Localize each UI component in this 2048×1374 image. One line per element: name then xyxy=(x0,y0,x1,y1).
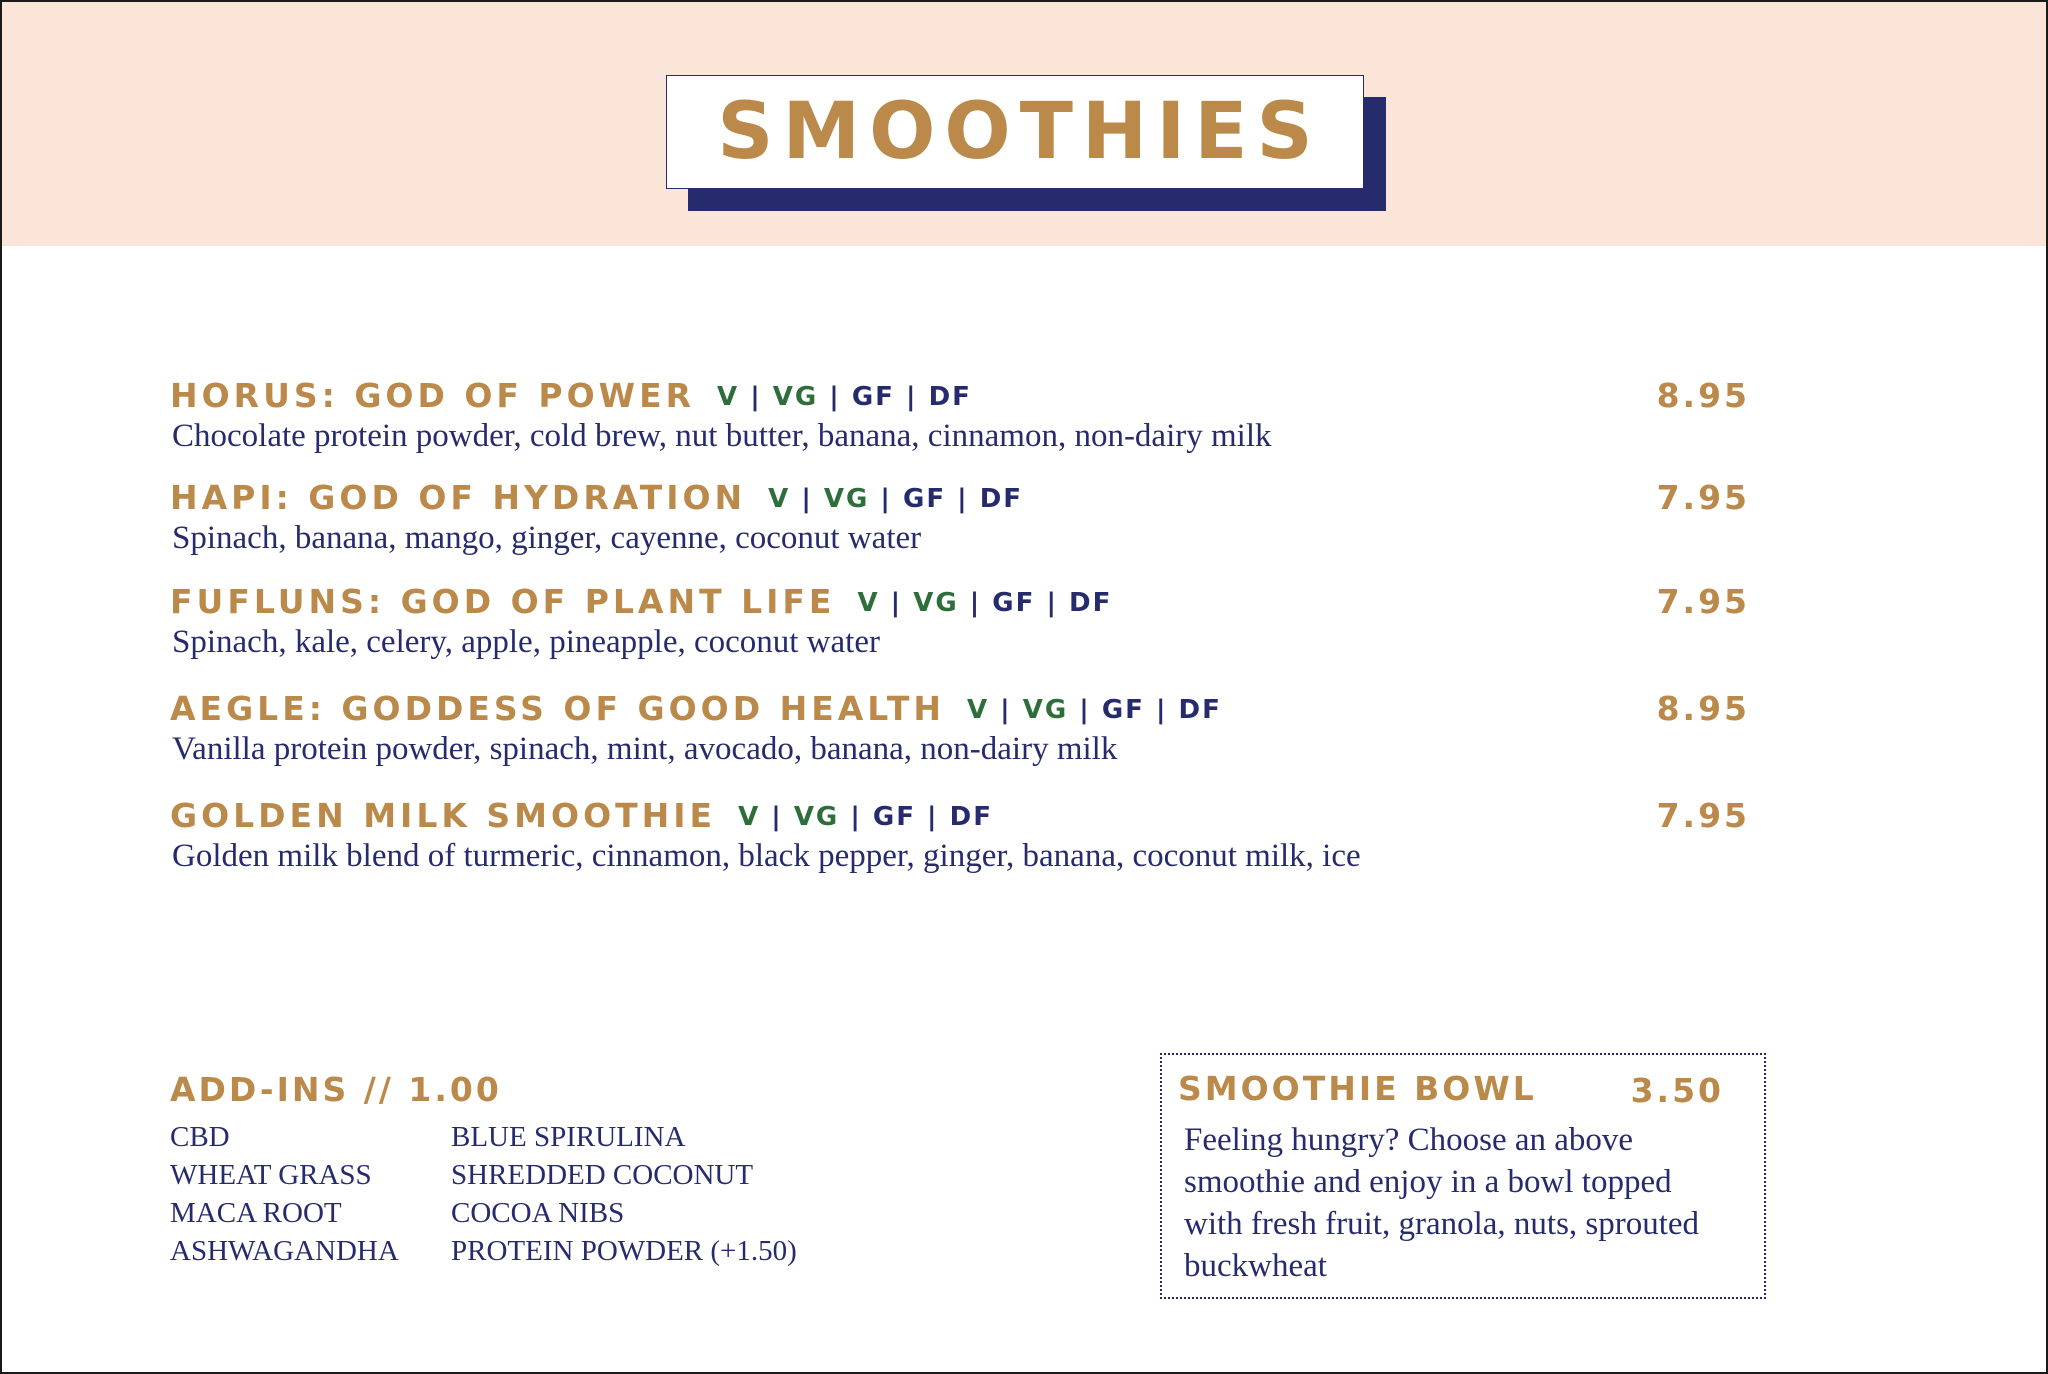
bowl-description: Feeling hungry? Choose an above smoothie and enjoy in a bowl topped with fresh fruit, granola, nuts, sprouted buckwheat xyxy=(1184,1122,1700,1284)
tag-gluten-free: GF xyxy=(851,382,895,412)
item-description: Golden milk blend of turmeric, cinnamon, black pepper, ginger, banana, coconut milk, ice xyxy=(172,838,1361,874)
tag-vegetarian: V xyxy=(857,588,880,618)
bowl-price: 3.50 xyxy=(1630,1071,1724,1110)
menu-item xyxy=(170,374,1750,474)
tag-vegetarian: V xyxy=(967,695,990,725)
item-name: GOLDEN MILK SMOOTHIE xyxy=(170,796,717,835)
item-price: 7.95 xyxy=(1656,796,1750,835)
tag-gluten-free: GF xyxy=(872,802,916,832)
item-heading xyxy=(170,580,1112,625)
item-description: Vanilla protein powder, spinach, mint, avocado, banana, non-dairy milk xyxy=(172,731,1118,767)
addin-item: BLUE SPIRULINA xyxy=(451,1121,686,1153)
dietary-tags: V | VG | GF | DF xyxy=(717,382,972,412)
item-name: FUFLUNS: GOD OF PLANT LIFE xyxy=(170,582,836,621)
addin-item: MACA ROOT xyxy=(170,1197,342,1229)
addins-column-2 xyxy=(451,1118,797,1270)
addin-item: PROTEIN POWDER (+1.50) xyxy=(451,1235,797,1267)
tag-vegan: VG xyxy=(913,588,959,618)
smoothie-bowl-box xyxy=(1160,1053,1766,1299)
addin-item: COCOA NIBS xyxy=(451,1197,625,1229)
tag-dairy-free: DF xyxy=(949,802,993,832)
item-name: HAPI: GOD OF HYDRATION xyxy=(170,478,747,517)
tag-vegetarian: V xyxy=(738,802,761,832)
item-heading xyxy=(170,687,1222,732)
page-title: SMOOTHIES xyxy=(717,87,1322,177)
addins-column-1 xyxy=(170,1118,399,1270)
addin-item: ASHWAGANDHA xyxy=(170,1235,399,1267)
tag-vegan: VG xyxy=(1022,695,1069,725)
dietary-tags: V | VG | GF | DF xyxy=(967,695,1222,725)
item-description: Spinach, kale, celery, apple, pineapple, coconut water xyxy=(172,624,880,660)
item-heading xyxy=(170,794,993,839)
bowl-title: SMOOTHIE BOWL xyxy=(1178,1069,1537,1108)
dietary-tags: V | VG | GF | DF xyxy=(857,588,1113,618)
tag-vegetarian: V xyxy=(717,382,740,412)
menu-item xyxy=(170,687,1750,787)
item-description: Spinach, banana, mango, ginger, cayenne, coconut water xyxy=(172,520,922,556)
addin-item: SHREDDED COCONUT xyxy=(451,1159,754,1191)
dietary-tags: V | VG | GF | DF xyxy=(768,484,1024,514)
item-price: 8.95 xyxy=(1656,376,1750,415)
tag-dairy-free: DF xyxy=(1178,695,1222,725)
tag-vegan: VG xyxy=(772,382,819,412)
dietary-tags: V | VG | GF | DF xyxy=(738,802,993,832)
menu-item xyxy=(170,794,1750,894)
tag-dairy-free: DF xyxy=(1069,588,1113,618)
tag-vegan: VG xyxy=(823,484,870,514)
addin-item: CBD xyxy=(170,1121,230,1153)
tag-dairy-free: DF xyxy=(928,382,972,412)
menu-item xyxy=(170,580,1750,680)
item-name: AEGLE: GODDESS OF GOOD HEALTH xyxy=(170,689,945,728)
tag-gluten-free: GF xyxy=(1101,695,1145,725)
tag-vegetarian: V xyxy=(768,484,791,514)
tag-vegan: VG xyxy=(793,802,840,832)
item-price: 8.95 xyxy=(1656,689,1750,728)
addins-title: ADD-INS // 1.00 xyxy=(170,1070,502,1109)
tag-dairy-free: DF xyxy=(979,484,1024,514)
item-price: 7.95 xyxy=(1656,478,1750,517)
tag-gluten-free: GF xyxy=(992,588,1036,618)
tag-gluten-free: GF xyxy=(902,484,947,514)
item-name: HORUS: GOD OF POWER xyxy=(170,376,696,415)
item-price: 7.95 xyxy=(1656,582,1750,621)
addin-item: WHEAT GRASS xyxy=(170,1159,372,1191)
menu-item xyxy=(170,476,1750,576)
item-description: Chocolate protein powder, cold brew, nut butter, banana, cinnamon, non-dairy milk xyxy=(172,418,1272,454)
title-box xyxy=(666,75,1364,189)
item-heading xyxy=(170,374,972,419)
item-heading xyxy=(170,476,1023,521)
